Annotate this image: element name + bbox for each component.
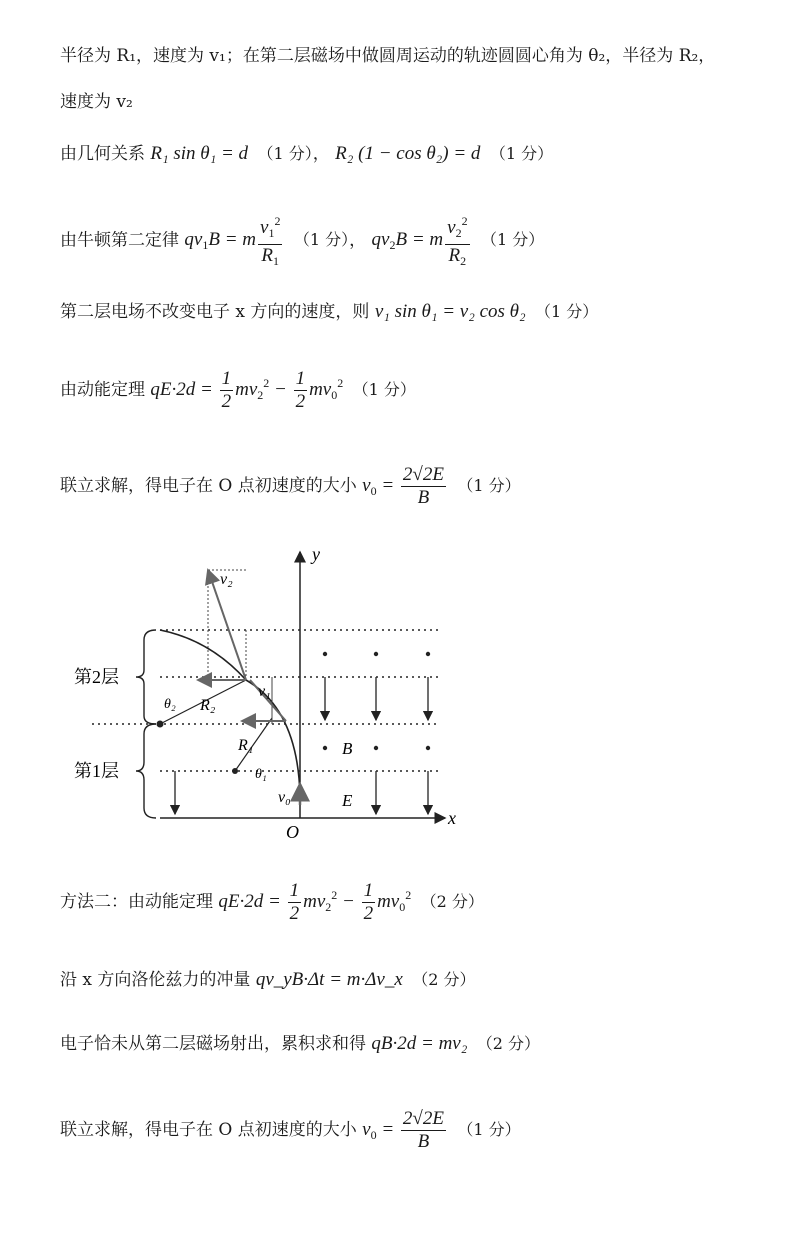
v1-label: v₁ bbox=[258, 683, 271, 700]
origin-label: O bbox=[286, 822, 299, 842]
newton-label: 由牛顿第二定律 bbox=[60, 230, 179, 251]
method2-result-equation: $v_0$ = $\frac{2√2E}{B}$ bbox=[362, 1108, 444, 1152]
result-line bbox=[60, 464, 521, 509]
points-badge: （1 分） bbox=[535, 302, 599, 321]
method2-impulse-equation: qv_yB·Δt = m·Δv_x bbox=[255, 969, 403, 990]
v0-label: v₀ bbox=[278, 789, 291, 806]
energy-label: 由动能定理 bbox=[60, 379, 145, 400]
field-dot bbox=[426, 746, 430, 750]
method2-energy-line bbox=[60, 880, 484, 925]
E-label: E bbox=[342, 791, 353, 810]
points-badge: （1 分） bbox=[457, 1119, 521, 1139]
points-badge: （1 分） bbox=[480, 230, 545, 250]
points-badge: （2 分） bbox=[420, 891, 484, 911]
field-dot bbox=[374, 746, 378, 750]
method2-sum-equation: qB·2d = mv₂ bbox=[371, 1033, 468, 1054]
x-velocity-line bbox=[60, 300, 598, 324]
energy-theorem-line bbox=[60, 368, 416, 413]
x-velocity-equation: v₁ sin θ₁ = v₂ cos θ₂ bbox=[374, 301, 526, 322]
newton-equation-2: $qv_2B = m$ $\frac{v_2^2}{R_2}$ bbox=[372, 229, 472, 250]
method2-impulse-label: 沿 x 方向洛伦兹力的冲量 bbox=[60, 970, 251, 990]
layer2-brace bbox=[136, 630, 156, 724]
method2-result-label: 联立求解，得电子在 O 点初速度的大小 bbox=[60, 1119, 357, 1140]
B-label: B bbox=[342, 739, 353, 758]
geometry-equation-2: R₂ (1 − cos θ₂) = d bbox=[335, 143, 481, 164]
points-badge: （2 分） bbox=[476, 1034, 541, 1053]
points-badge: （2 分） bbox=[412, 970, 476, 989]
field-dot bbox=[323, 652, 327, 656]
solution-line-1 bbox=[60, 44, 715, 68]
R1-label: R₁ bbox=[238, 737, 254, 754]
line-1-text: 半径为 R₁，速度为 v₁；在第二层磁场中做圆周运动的轨迹圆圆心角为 θ₂，半径为 R₂， bbox=[60, 46, 716, 66]
geometry-equation-1: R₁ sin θ₁ = d bbox=[150, 143, 249, 164]
points-badge: （1 分） bbox=[457, 475, 521, 495]
x-axis-label: x bbox=[448, 808, 456, 828]
y-axis-label: y bbox=[312, 544, 320, 564]
result-equation: $v_0$ = $\frac{2√2E}{B}$ bbox=[362, 464, 444, 508]
field-dot bbox=[426, 652, 430, 656]
theta2-label: θ₂ bbox=[164, 697, 176, 712]
solution-line-2 bbox=[60, 90, 133, 114]
field-dot bbox=[323, 746, 327, 750]
layer1-brace bbox=[136, 724, 156, 818]
line-2-text: 速度为 v₂ bbox=[60, 92, 133, 112]
geometry-relation-line: 由几何关系 R₁ sin θ₁ = d （1 分）， R₂ (1 − cos θ₂) = d （1 分） bbox=[60, 143, 554, 164]
points-badge: （1 分） bbox=[352, 379, 416, 399]
layer1-label: 第1层 bbox=[74, 761, 119, 781]
theta1-label: θ₁ bbox=[255, 767, 267, 782]
method2-sum-label: 电子恰未从第二层磁场射出，累积求和得 bbox=[60, 1034, 366, 1054]
method2-energy-equation: qE·2d = $\frac{1}{2}$ $mv_2^2$ − $\frac{1}{2}$ $mv_0^2$ bbox=[218, 880, 412, 924]
newton-law-line: 由牛顿第二定律 $qv_1B = m$ $\frac{v_1^2}{R_1}$ （1 分）， $qv_2B = m$ $\frac{v_2^2}{R_2}$ （1 分） bbox=[60, 210, 544, 272]
result-label: 联立求解，得电子在 O 点初速度的大小 bbox=[60, 475, 357, 496]
x-velocity-label: 第二层电场不改变电子 x 方向的速度，则 bbox=[60, 302, 370, 322]
newton-equation-1: $qv_1B = m$ $\frac{v_1^2}{R_1}$ bbox=[184, 229, 284, 250]
geometry-label: 由几何关系 bbox=[60, 144, 145, 164]
points-badge: （1 分） bbox=[489, 144, 554, 163]
method2-result-line bbox=[60, 1108, 521, 1153]
field-dot bbox=[374, 652, 378, 656]
layer2-label: 第2层 bbox=[74, 667, 119, 687]
method2-energy-label: 方法二：由动能定理 bbox=[60, 891, 213, 912]
points-badge: （1 分） bbox=[257, 144, 313, 163]
method2-impulse-line bbox=[60, 968, 475, 992]
v2-label: v₂ bbox=[220, 571, 233, 588]
method2-sum-line bbox=[60, 1032, 540, 1056]
energy-equation: qE·2d = $\frac{1}{2}$ $mv_2^2$ − $\frac{1}{2}$ $mv_0^2$ bbox=[150, 368, 344, 412]
points-badge: （1 分） bbox=[293, 230, 350, 250]
trajectory-diagram bbox=[60, 540, 480, 850]
R2-label: R₂ bbox=[200, 697, 216, 714]
